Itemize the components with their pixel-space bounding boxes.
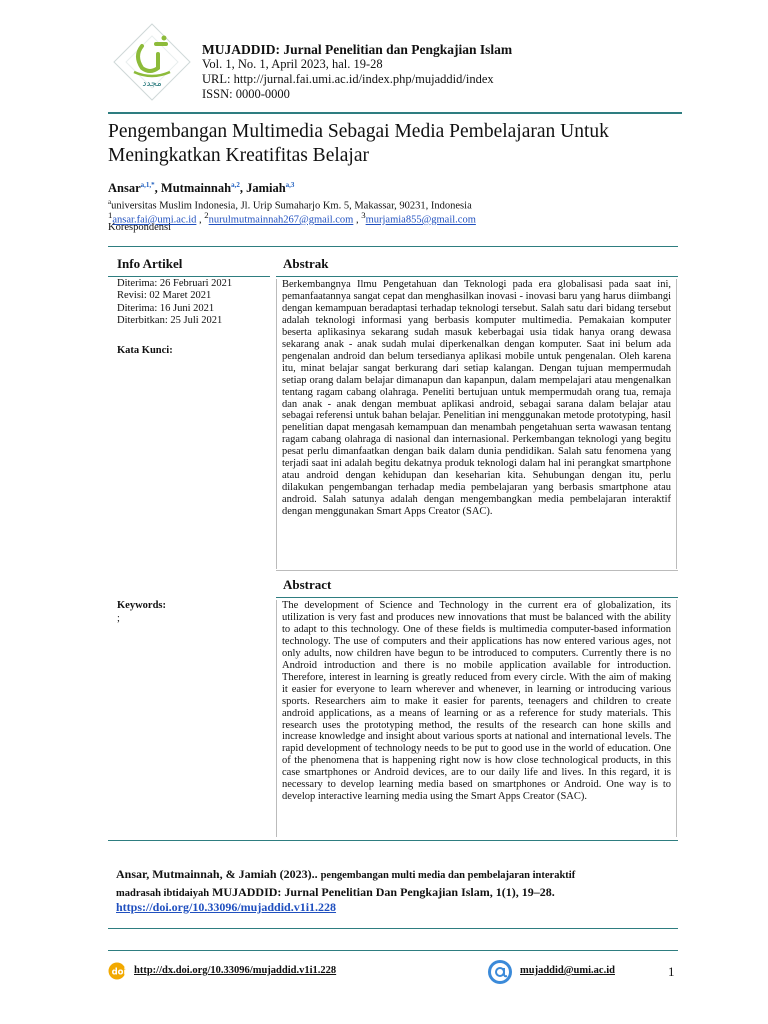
journal-volume: Vol. 1, No. 1, April 2023, hal. 19-28	[202, 57, 383, 71]
author-name: Jamiah	[246, 181, 286, 196]
email-icon	[486, 958, 514, 986]
date-accepted: Diterima: 16 Juni 2021	[117, 302, 215, 314]
citation	[116, 866, 676, 902]
author-sup: a,3	[285, 181, 295, 189]
citation-title-cont: madrasah ibtidaiyah	[116, 888, 210, 899]
abstract-heading: Abstract	[283, 577, 332, 592]
email-sup: 1	[108, 210, 113, 220]
date-received: Diterima: 26 Februari 2021	[117, 278, 233, 289]
journal-issn: ISSN: 0000-0000	[202, 87, 290, 101]
author-sup: a,1,*	[140, 181, 155, 189]
author-sup: a,2	[231, 181, 240, 189]
author-name: Mutmainnah	[160, 181, 232, 196]
abstrak-bottom-border	[276, 570, 678, 571]
citation-doi	[116, 900, 336, 915]
journal-url[interactable]: URL: http://jurnal.fai.umi.ac.id/index.php/mujaddid/index	[202, 72, 494, 86]
email-sup: 3	[361, 210, 366, 220]
abstrak-header-rule	[276, 276, 678, 277]
email-sup: 2	[204, 210, 209, 220]
doi-badge-text: doi	[111, 967, 127, 978]
affiliation-text: universitas Muslim Indonesia, Jl. Urip Sumaharjo Km. 5, Makassar, 90231, Indonesia	[111, 200, 472, 212]
author-name: Ansar	[108, 181, 141, 196]
keywords-label: Keywords:	[117, 600, 166, 611]
abstract-right-border	[676, 600, 677, 837]
date-published: Diterbitkan: 25 Juli 2021	[117, 314, 223, 326]
citation-doi-link[interactable]: https://doi.org/10.33096/mujaddid.v1i1.228	[116, 900, 337, 914]
article-dates	[117, 278, 267, 327]
info-heading: Info Artikel	[117, 256, 183, 271]
logo-text: مجدد	[142, 79, 162, 89]
abstrak-right-border	[676, 279, 677, 569]
date-revised: Revisi: 02 Maret 2021	[117, 290, 212, 302]
journal-header	[202, 42, 722, 102]
page-number: 1	[668, 964, 675, 979]
citation-rule-2	[108, 950, 678, 951]
citation-authors: Ansar, Mutmainnah, & Jamiah (2023)..	[116, 867, 318, 881]
abstrak-text: Berkembangnya Ilmu Pengetahuan dan Teknologi pada era globalisasi pada saat ini, pemanfaatannya sangat cepat dan menghasilkan inovasi - inovasi baru yang harus diimbangi dengan kemampuan beradaptasi terhadap teknologi tersebut. Salah satu dari bidang tersebut adalah teknologi informasi yang berbasis komputer multimedia. Pemakaian komputer beserta aplikasinya sekarang sudah masuk keberbagai usia tidak hanya orang dewasa sekarang anak - anak sudah mulai diperkenalkan dengan komputer. Saat ini belum ada pengenalan android dan belum tersedianya aplikasi mobile untuk pengenalan. Oleh karena itu, minat belajar sangat berkurang dari setiap kalangan. Dengan tujuan mempermudah setiap orang dalam belajar dimanapun dan kapanpun, dalam mempelajari atau mengenalkan tentang ragam cabang olahraga. Peneliti bertujuan untuk mempermudah orang tua, remaja dan anak - anak dengan membuat aplikasi android, sebagai sarana dalam belajar atau sebagai referensi untuk bahan belajar. Penelitian ini menggunakan metode prototyping, hasil penelitian dapat mengasah kemampuan dan menambah pengetahuan serta wawasan tentang ragam cabang olahraga di nasional dan internasional. Perkembangan teknologi yang begitu pesat perlu dimanfaatkan dengan baik dalam dunia pendidikan. Salah satu fenomena yang terjadi saat ini adalah begitu dekatnya produk teknologi dalam hal ini perangkat smartphone atau android dengan kehidupan dan keseharian kita. Sehubungan dengan itu, perlu dilakukan pengembangan terhadap media pembelajaran yang berbasis smartphone atau android. Salah satunya adalah dengan mengembangkan media pembelajaran interaktif dengan menggunakan Smart Apps Creator (SAC).	[282, 279, 671, 518]
footer-doi-link[interactable]: http://dx.doi.org/10.33096/mujaddid.v1i1.228	[134, 965, 337, 976]
author-emails: $^1$ansar.fai@umi.ac.id , $^2$nurulmutmainnah267@gmail.com , $^3$murjamia855@gmail.com	[108, 210, 476, 226]
author-list: Ansar$^{a,1,*}$, Mutmainnah$^{a,2}$, Jamiah$^{a,3}$	[108, 181, 295, 196]
table-top-rule	[108, 246, 678, 247]
article-title-line-1: Pengembangan Multimedia Sebagai Media Pembelajaran Untuk	[108, 121, 609, 142]
abstract-left-border	[276, 600, 277, 837]
footer-email	[520, 965, 615, 976]
table-bottom-rule	[108, 840, 678, 841]
article-title-line-2: Meningkatkan Kreatifitas Belajar	[108, 145, 369, 166]
doi-icon	[108, 962, 130, 980]
citation-rule-1	[108, 928, 678, 929]
citation-journal: MUJADDID: Jurnal Penelitian Dan Pengkajian Islam, 1(1), 19–28.	[212, 885, 555, 899]
abstract-header-rule	[276, 597, 678, 598]
footer-email-link[interactable]: mujaddid@umi.ac.id	[520, 965, 615, 976]
citation-title: pengembangan multi media dan pembelajaran interaktif	[320, 870, 576, 881]
abstrak-left-border	[276, 279, 277, 569]
header-divider	[108, 112, 682, 114]
keywords-value: ;	[117, 613, 120, 624]
journal-title: MUJADDID: Jurnal Penelitian dan Pengkajian Islam	[202, 42, 513, 57]
email-link[interactable]: nurulmutmainnah267@gmail.com	[208, 214, 354, 226]
abstract-text: The development of Science and Technology in the current era of globalization, its utilization is very fast and produces new innovations that must be balanced with the ability to adapt to this technology. One of these fields is multimedia computer-based information technology. The use of computers and their applications has now entered various ages, not only adults, now children have begun to be introduced to computers. Currently there is no Android introduction and there is no mobile application available for introduction. Therefore, interest in learning is greatly reduced from every circle. With the aim of making it easier for everyone to learn wherever and whenever, in learning or introducing various sports. Researchers aim to make it easier for parents, teenagers and children to create android applications, as a means of learning or as a reference for study materials. This research uses the prototyping method, the results of the research can hone skills and increase knowledge and insight about various sports at national and international levels. The rapid development of technology needs to be put to good use in the world of education. One of the phenomena that is happening right now is how close technological products, in this case smartphones or Android devices, are to our daily life and lives. In this regard, it is necessary to develop learning media based on smartphones or Android. One way is to develop interactive learning media using the Smart Apps Creator (SAC).	[282, 600, 671, 803]
email-link[interactable]: murjamia855@gmail.com	[365, 214, 476, 226]
abstrak-heading: Abstrak	[283, 256, 329, 271]
footer-doi	[134, 965, 336, 976]
kata-kunci-label: Kata Kunci:	[117, 345, 173, 356]
email-link[interactable]: ansar.fai@umi.ac.id	[112, 214, 197, 226]
article-title	[108, 120, 682, 168]
journal-logo	[112, 22, 192, 102]
affiliation-sup: a	[108, 198, 112, 206]
correspondence-label: Korespondensi	[108, 222, 171, 233]
